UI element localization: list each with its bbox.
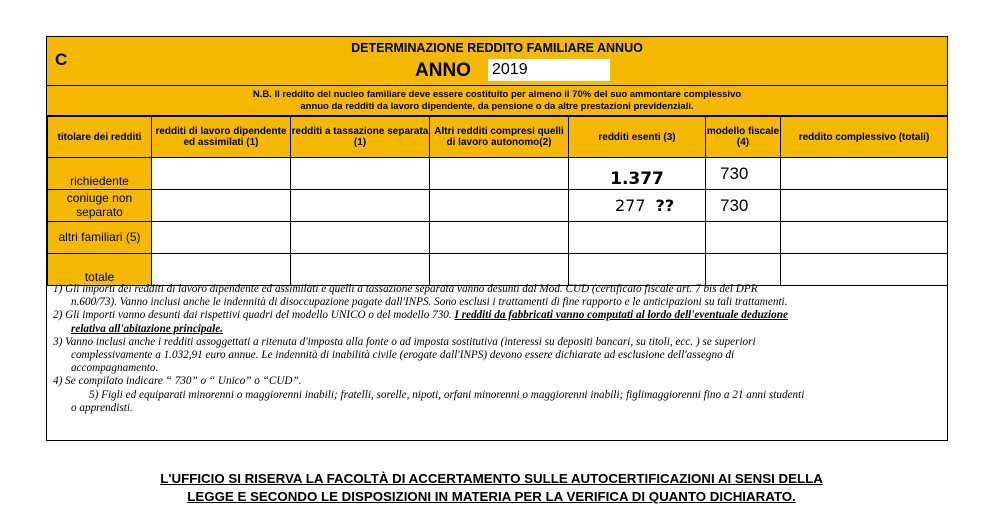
col-header-reddito-complessivo: reddito complessivo (totali) bbox=[781, 117, 948, 158]
cell-altri-redditi[interactable] bbox=[430, 222, 569, 254]
cell-modello-fiscale[interactable]: 730 bbox=[706, 158, 781, 190]
cell-redditi-esenti[interactable] bbox=[569, 254, 706, 286]
section-header bbox=[47, 37, 947, 86]
table-row bbox=[48, 222, 948, 254]
cell-lavoro-dipendente[interactable] bbox=[152, 158, 291, 190]
cell-modello-fiscale[interactable]: 730 bbox=[706, 190, 781, 222]
footnotes bbox=[53, 283, 941, 415]
cell-modello-fiscale[interactable] bbox=[706, 254, 781, 286]
note-3-cont: complessivamente a 1.032,91 euro annue. Le indennità di inabilità civile (erogate dall'INPS) devono essere dichiarate ad esclusione dell'assegno di bbox=[71, 349, 735, 362]
row-label-totale: totale bbox=[48, 254, 152, 286]
cell-reddito-complessivo[interactable] bbox=[781, 254, 948, 286]
esenti-value: 277 bbox=[615, 196, 646, 215]
note-3-cont: accompagnamento. bbox=[71, 362, 159, 375]
cell-redditi-esenti[interactable] bbox=[569, 222, 706, 254]
cell-tassazione-separata[interactable] bbox=[291, 190, 430, 222]
note-1-cont: n.600/73). Vanno inclusi anche le indennità di disoccupazione pagate dall'INPS. Sono esclusi i trattamenti di fine rapporto e le anticipazioni su tali trattamenti. bbox=[71, 296, 788, 309]
note-2-text: 2) Gli importi vanno desunti dai rispettivi quadri del modello UNICO o del modello 730. bbox=[53, 309, 452, 322]
row-label-richiedente: richiedente bbox=[48, 158, 152, 190]
cell-redditi-esenti[interactable] bbox=[569, 190, 706, 222]
uncertain-note: ?? bbox=[655, 196, 675, 215]
office-disclaimer bbox=[0, 470, 983, 506]
cell-tassazione-separata[interactable] bbox=[291, 222, 430, 254]
income-table bbox=[47, 116, 948, 286]
year-label: ANNO bbox=[415, 60, 471, 81]
year-field[interactable]: 2019 bbox=[488, 59, 610, 81]
note-5: 5) Figli ed equiparati minorenni o maggiorenni inabili; fratelli, sorelle, nipoti, orfani minorenni o maggiorenni inabili; figlimaggiorenni fino a 21 anni studenti bbox=[89, 388, 805, 401]
col-header-lavoro-dipendente: redditi di lavoro dipendente ed assimilati (1) bbox=[152, 117, 291, 158]
cell-modello-fiscale[interactable] bbox=[706, 222, 781, 254]
nb-note-line: N.B. Il reddito del nucleo familiare deve essere costituito per almeno il 70% del suo ammontare complessivo bbox=[252, 89, 742, 100]
col-header-redditi-esenti: redditi esenti (3) bbox=[569, 117, 706, 158]
col-header-tassazione-separata: redditi a tassazione separata (1) bbox=[291, 117, 430, 158]
section-title: DETERMINAZIONE REDDITO FAMILIARE ANNUO bbox=[351, 41, 643, 55]
cell-reddito-complessivo[interactable] bbox=[781, 158, 948, 190]
table-header-row bbox=[48, 117, 948, 158]
cell-altri-redditi[interactable] bbox=[430, 158, 569, 190]
col-header-modello-fiscale: modello fiscale (4) bbox=[706, 117, 781, 158]
cell-lavoro-dipendente[interactable] bbox=[152, 190, 291, 222]
disclaimer-line: LEGGE E SECONDO LE DISPOSIZIONI IN MATERIA PER LA VERIFICA DI QUANTO DICHIARATO. bbox=[187, 489, 796, 504]
cell-tassazione-separata[interactable] bbox=[291, 254, 430, 286]
note-2-emphasis: I redditi da fabbricati vanno computati al lordo dell'eventuale deduzione bbox=[454, 309, 788, 322]
cell-tassazione-separata[interactable] bbox=[291, 158, 430, 190]
disclaimer-line: L'UFFICIO SI RISERVA LA FACOLTÀ DI ACCERTAMENTO SULLE AUTOCERTIFICAZIONI AI SENSI DELLA bbox=[160, 471, 823, 486]
cell-reddito-complessivo[interactable] bbox=[781, 222, 948, 254]
nb-note bbox=[47, 86, 947, 116]
note-1: 1) Gli importi dei redditi di lavoro dipendente ed assimilati e quelli a tassazione separata vanno desunti dal Mod. CUD (certificato fiscale art. 7 bis del DPR bbox=[53, 283, 758, 295]
nb-note-line: annuo da redditi da lavoro dipendente, da pensione o da altre prestazioni previdenziali. bbox=[300, 101, 694, 112]
cell-lavoro-dipendente[interactable] bbox=[152, 254, 291, 286]
note-5-cont: o apprendisti. bbox=[71, 401, 133, 414]
income-form-section bbox=[46, 36, 948, 441]
table-row bbox=[48, 254, 948, 286]
row-label-altri-familiari: altri familiari (5) bbox=[48, 222, 152, 254]
note-4: 4) Se compilato indicare “ 730” o “ Unico” o “CUD”. bbox=[53, 375, 302, 388]
cell-altri-redditi[interactable] bbox=[430, 254, 569, 286]
cell-altri-redditi[interactable] bbox=[430, 190, 569, 222]
note-2 bbox=[53, 309, 941, 322]
cell-reddito-complessivo[interactable] bbox=[781, 190, 948, 222]
note-2-emphasis-cont: relativa all'abitazione principale. bbox=[71, 322, 223, 335]
table-row bbox=[48, 158, 948, 190]
col-header-titolare: titolare dei redditi bbox=[48, 117, 152, 158]
table-row bbox=[48, 190, 948, 222]
note-3: 3) Vanno inclusi anche i redditi assoggettati a ritenuta d'imposta alla fonte o ad imposta sostitutiva (interessi su depositi bancari, su titoli, ecc. ) se superiori bbox=[53, 335, 756, 348]
cell-redditi-esenti[interactable]: 1.377 bbox=[569, 158, 706, 190]
cell-lavoro-dipendente[interactable] bbox=[152, 222, 291, 254]
col-header-altri-redditi: Altri redditi compresi quelli di lavoro autonomo(2) bbox=[430, 117, 569, 158]
row-label-coniuge: coniuge non separato bbox=[48, 190, 152, 222]
section-letter: C bbox=[55, 50, 68, 69]
